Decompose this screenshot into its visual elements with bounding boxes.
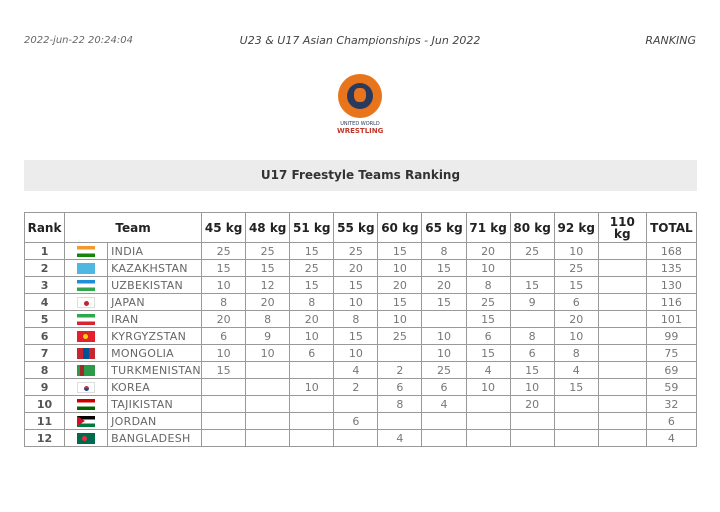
points-cell: 4 xyxy=(554,362,598,379)
points-cell: 15 xyxy=(378,243,422,260)
points-cell: 10 xyxy=(466,379,510,396)
points-cell: 10 xyxy=(554,243,598,260)
total-cell: 6 xyxy=(646,413,696,430)
points-cell xyxy=(246,396,290,413)
table-header-row xyxy=(25,213,697,243)
points-cell xyxy=(290,396,334,413)
points-cell: 6 xyxy=(554,294,598,311)
total-cell: 116 xyxy=(646,294,696,311)
total-cell: 75 xyxy=(646,345,696,362)
points-cell: 25 xyxy=(554,260,598,277)
total-cell: 32 xyxy=(646,396,696,413)
flag-cell xyxy=(65,379,108,396)
flag-cell xyxy=(65,345,108,362)
points-cell xyxy=(466,413,510,430)
table-row xyxy=(25,243,697,260)
points-cell: 10 xyxy=(202,277,246,294)
points-cell: 15 xyxy=(202,362,246,379)
points-cell: 15 xyxy=(466,345,510,362)
points-cell xyxy=(598,311,646,328)
points-cell xyxy=(598,362,646,379)
points-cell: 8 xyxy=(510,328,554,345)
points-cell: 6 xyxy=(290,345,334,362)
points-cell: 4 xyxy=(422,396,466,413)
points-cell: 15 xyxy=(510,362,554,379)
points-cell xyxy=(202,413,246,430)
rank-cell: 5 xyxy=(25,311,65,328)
points-cell: 20 xyxy=(334,260,378,277)
points-cell xyxy=(290,413,334,430)
points-cell: 2 xyxy=(378,362,422,379)
column-header: 65 kg xyxy=(422,213,466,243)
jordan-flag-icon xyxy=(77,416,95,427)
total-cell: 135 xyxy=(646,260,696,277)
column-header: 92 kg xyxy=(554,213,598,243)
table-row xyxy=(25,396,697,413)
ranking-table xyxy=(24,212,697,447)
points-cell xyxy=(510,311,554,328)
points-cell: 20 xyxy=(378,277,422,294)
uzbekistan-flag-icon xyxy=(77,280,95,291)
points-cell: 10 xyxy=(246,345,290,362)
flag-cell xyxy=(65,396,108,413)
column-header: 51 kg xyxy=(290,213,334,243)
team-name: TAJIKISTAN xyxy=(108,396,202,413)
points-cell: 6 xyxy=(334,413,378,430)
team-name: INDIA xyxy=(108,243,202,260)
points-cell xyxy=(510,430,554,447)
points-cell xyxy=(422,311,466,328)
points-cell: 15 xyxy=(422,294,466,311)
team-name: TURKMENISTAN xyxy=(108,362,202,379)
points-cell: 10 xyxy=(422,345,466,362)
rank-cell: 1 xyxy=(25,243,65,260)
points-cell: 15 xyxy=(202,260,246,277)
flag-cell xyxy=(65,328,108,345)
points-cell: 8 xyxy=(202,294,246,311)
points-cell: 9 xyxy=(246,328,290,345)
section-label: RANKING xyxy=(645,34,696,47)
points-cell xyxy=(554,430,598,447)
points-cell: 8 xyxy=(334,311,378,328)
points-cell xyxy=(598,260,646,277)
logo-line2: WRESTLING xyxy=(337,127,384,135)
points-cell: 20 xyxy=(422,277,466,294)
points-cell: 25 xyxy=(422,362,466,379)
points-cell: 4 xyxy=(334,362,378,379)
bangladesh-flag-icon xyxy=(77,433,95,444)
logo-line1: UNITED WORLD xyxy=(340,121,380,127)
points-cell: 10 xyxy=(290,379,334,396)
points-cell: 2 xyxy=(334,379,378,396)
rank-cell: 12 xyxy=(25,430,65,447)
uww-logo xyxy=(337,74,383,135)
team-name: MONGOLIA xyxy=(108,345,202,362)
team-name: JAPAN xyxy=(108,294,202,311)
points-cell xyxy=(598,243,646,260)
flag-cell xyxy=(65,430,108,447)
points-cell xyxy=(202,430,246,447)
points-cell: 12 xyxy=(246,277,290,294)
points-cell: 25 xyxy=(510,243,554,260)
flag-cell xyxy=(65,362,108,379)
timestamp: 2022-jun-22 20:24:04 xyxy=(24,35,133,46)
points-cell: 6 xyxy=(422,379,466,396)
points-cell xyxy=(378,345,422,362)
table-row xyxy=(25,362,697,379)
points-cell xyxy=(246,430,290,447)
team-name: BANGLADESH xyxy=(108,430,202,447)
points-cell: 20 xyxy=(246,294,290,311)
points-cell xyxy=(334,396,378,413)
points-cell: 25 xyxy=(334,243,378,260)
total-cell: 168 xyxy=(646,243,696,260)
table-row xyxy=(25,294,697,311)
points-cell: 8 xyxy=(466,277,510,294)
points-cell: 6 xyxy=(202,328,246,345)
flag-cell xyxy=(65,243,108,260)
points-cell: 20 xyxy=(554,311,598,328)
points-cell: 15 xyxy=(466,311,510,328)
india-flag-icon xyxy=(77,246,95,257)
points-cell xyxy=(246,362,290,379)
points-cell xyxy=(554,413,598,430)
column-header: Team xyxy=(65,213,202,243)
table-row xyxy=(25,379,697,396)
points-cell xyxy=(290,430,334,447)
rank-cell: 3 xyxy=(25,277,65,294)
points-cell: 9 xyxy=(510,294,554,311)
points-cell: 8 xyxy=(554,345,598,362)
column-header: 55 kg xyxy=(334,213,378,243)
points-cell xyxy=(246,413,290,430)
column-header: 110 kg xyxy=(598,213,646,243)
points-cell xyxy=(510,260,554,277)
points-cell xyxy=(202,379,246,396)
points-cell xyxy=(290,362,334,379)
rank-cell: 11 xyxy=(25,413,65,430)
points-cell xyxy=(598,294,646,311)
table-row xyxy=(25,277,697,294)
points-cell: 15 xyxy=(554,379,598,396)
points-cell: 15 xyxy=(290,277,334,294)
team-name: UZBEKISTAN xyxy=(108,277,202,294)
points-cell xyxy=(598,277,646,294)
points-cell: 10 xyxy=(378,311,422,328)
rank-cell: 7 xyxy=(25,345,65,362)
points-cell: 10 xyxy=(422,328,466,345)
points-cell: 25 xyxy=(246,243,290,260)
team-name: JORDAN xyxy=(108,413,202,430)
event-title: U23 & U17 Asian Championships - Jun 2022 xyxy=(239,34,481,47)
points-cell xyxy=(202,396,246,413)
points-cell: 20 xyxy=(466,243,510,260)
page-title: U17 Freestyle Teams Ranking xyxy=(24,160,697,191)
points-cell: 10 xyxy=(290,328,334,345)
points-cell: 10 xyxy=(334,345,378,362)
points-cell xyxy=(598,396,646,413)
points-cell xyxy=(598,345,646,362)
total-cell: 130 xyxy=(646,277,696,294)
points-cell: 10 xyxy=(466,260,510,277)
korea-flag-icon xyxy=(77,382,95,393)
points-cell: 4 xyxy=(378,430,422,447)
team-name: IRAN xyxy=(108,311,202,328)
table-row xyxy=(25,328,697,345)
column-header: 60 kg xyxy=(378,213,422,243)
points-cell: 15 xyxy=(510,277,554,294)
total-cell: 4 xyxy=(646,430,696,447)
team-name: KAZAKHSTAN xyxy=(108,260,202,277)
rank-cell: 9 xyxy=(25,379,65,396)
points-cell: 15 xyxy=(334,277,378,294)
column-header: 45 kg xyxy=(202,213,246,243)
points-cell xyxy=(466,430,510,447)
turkmenistan-flag-icon xyxy=(77,365,95,376)
team-name: KOREA xyxy=(108,379,202,396)
points-cell: 8 xyxy=(290,294,334,311)
table-row xyxy=(25,345,697,362)
team-name: KYRGYZSTAN xyxy=(108,328,202,345)
column-header: 48 kg xyxy=(246,213,290,243)
flag-cell xyxy=(65,294,108,311)
rank-cell: 6 xyxy=(25,328,65,345)
points-cell xyxy=(466,396,510,413)
table-row xyxy=(25,311,697,328)
points-cell: 15 xyxy=(290,243,334,260)
points-cell: 20 xyxy=(202,311,246,328)
japan-flag-icon xyxy=(77,297,95,308)
column-header: 71 kg xyxy=(466,213,510,243)
points-cell: 25 xyxy=(290,260,334,277)
points-cell: 10 xyxy=(554,328,598,345)
rank-cell: 2 xyxy=(25,260,65,277)
points-cell: 20 xyxy=(510,396,554,413)
points-cell: 15 xyxy=(378,294,422,311)
points-cell: 15 xyxy=(422,260,466,277)
rank-cell: 4 xyxy=(25,294,65,311)
points-cell xyxy=(598,379,646,396)
table-row xyxy=(25,413,697,430)
total-cell: 101 xyxy=(646,311,696,328)
points-cell: 8 xyxy=(246,311,290,328)
kyrgyzstan-flag-icon xyxy=(77,331,95,342)
points-cell: 10 xyxy=(510,379,554,396)
points-cell xyxy=(246,379,290,396)
points-cell: 10 xyxy=(334,294,378,311)
points-cell xyxy=(554,396,598,413)
points-cell: 6 xyxy=(466,328,510,345)
points-cell: 6 xyxy=(510,345,554,362)
mongolia-flag-icon xyxy=(77,348,95,359)
points-cell: 20 xyxy=(290,311,334,328)
points-cell: 25 xyxy=(466,294,510,311)
points-cell: 8 xyxy=(378,396,422,413)
points-cell: 25 xyxy=(202,243,246,260)
column-header: Rank xyxy=(25,213,65,243)
points-cell: 4 xyxy=(466,362,510,379)
points-cell: 10 xyxy=(202,345,246,362)
points-cell xyxy=(598,430,646,447)
points-cell: 10 xyxy=(378,260,422,277)
column-header: TOTAL xyxy=(646,213,696,243)
points-cell xyxy=(598,328,646,345)
total-cell: 99 xyxy=(646,328,696,345)
flag-cell xyxy=(65,260,108,277)
points-cell xyxy=(378,413,422,430)
wrestler-emblem-icon xyxy=(338,74,382,118)
flag-cell xyxy=(65,277,108,294)
rank-cell: 10 xyxy=(25,396,65,413)
points-cell: 15 xyxy=(554,277,598,294)
tajikistan-flag-icon xyxy=(77,399,95,410)
column-header: 80 kg xyxy=(510,213,554,243)
total-cell: 69 xyxy=(646,362,696,379)
rank-cell: 8 xyxy=(25,362,65,379)
points-cell xyxy=(422,430,466,447)
flag-cell xyxy=(65,311,108,328)
flag-cell xyxy=(65,413,108,430)
points-cell xyxy=(510,413,554,430)
table-row xyxy=(25,260,697,277)
points-cell: 15 xyxy=(334,328,378,345)
points-cell: 25 xyxy=(378,328,422,345)
total-cell: 59 xyxy=(646,379,696,396)
points-cell xyxy=(598,413,646,430)
iran-flag-icon xyxy=(77,314,95,325)
points-cell xyxy=(422,413,466,430)
points-cell: 8 xyxy=(422,243,466,260)
points-cell xyxy=(334,430,378,447)
points-cell: 15 xyxy=(246,260,290,277)
table-row xyxy=(25,430,697,447)
points-cell: 6 xyxy=(378,379,422,396)
kazakhstan-flag-icon xyxy=(77,263,95,274)
